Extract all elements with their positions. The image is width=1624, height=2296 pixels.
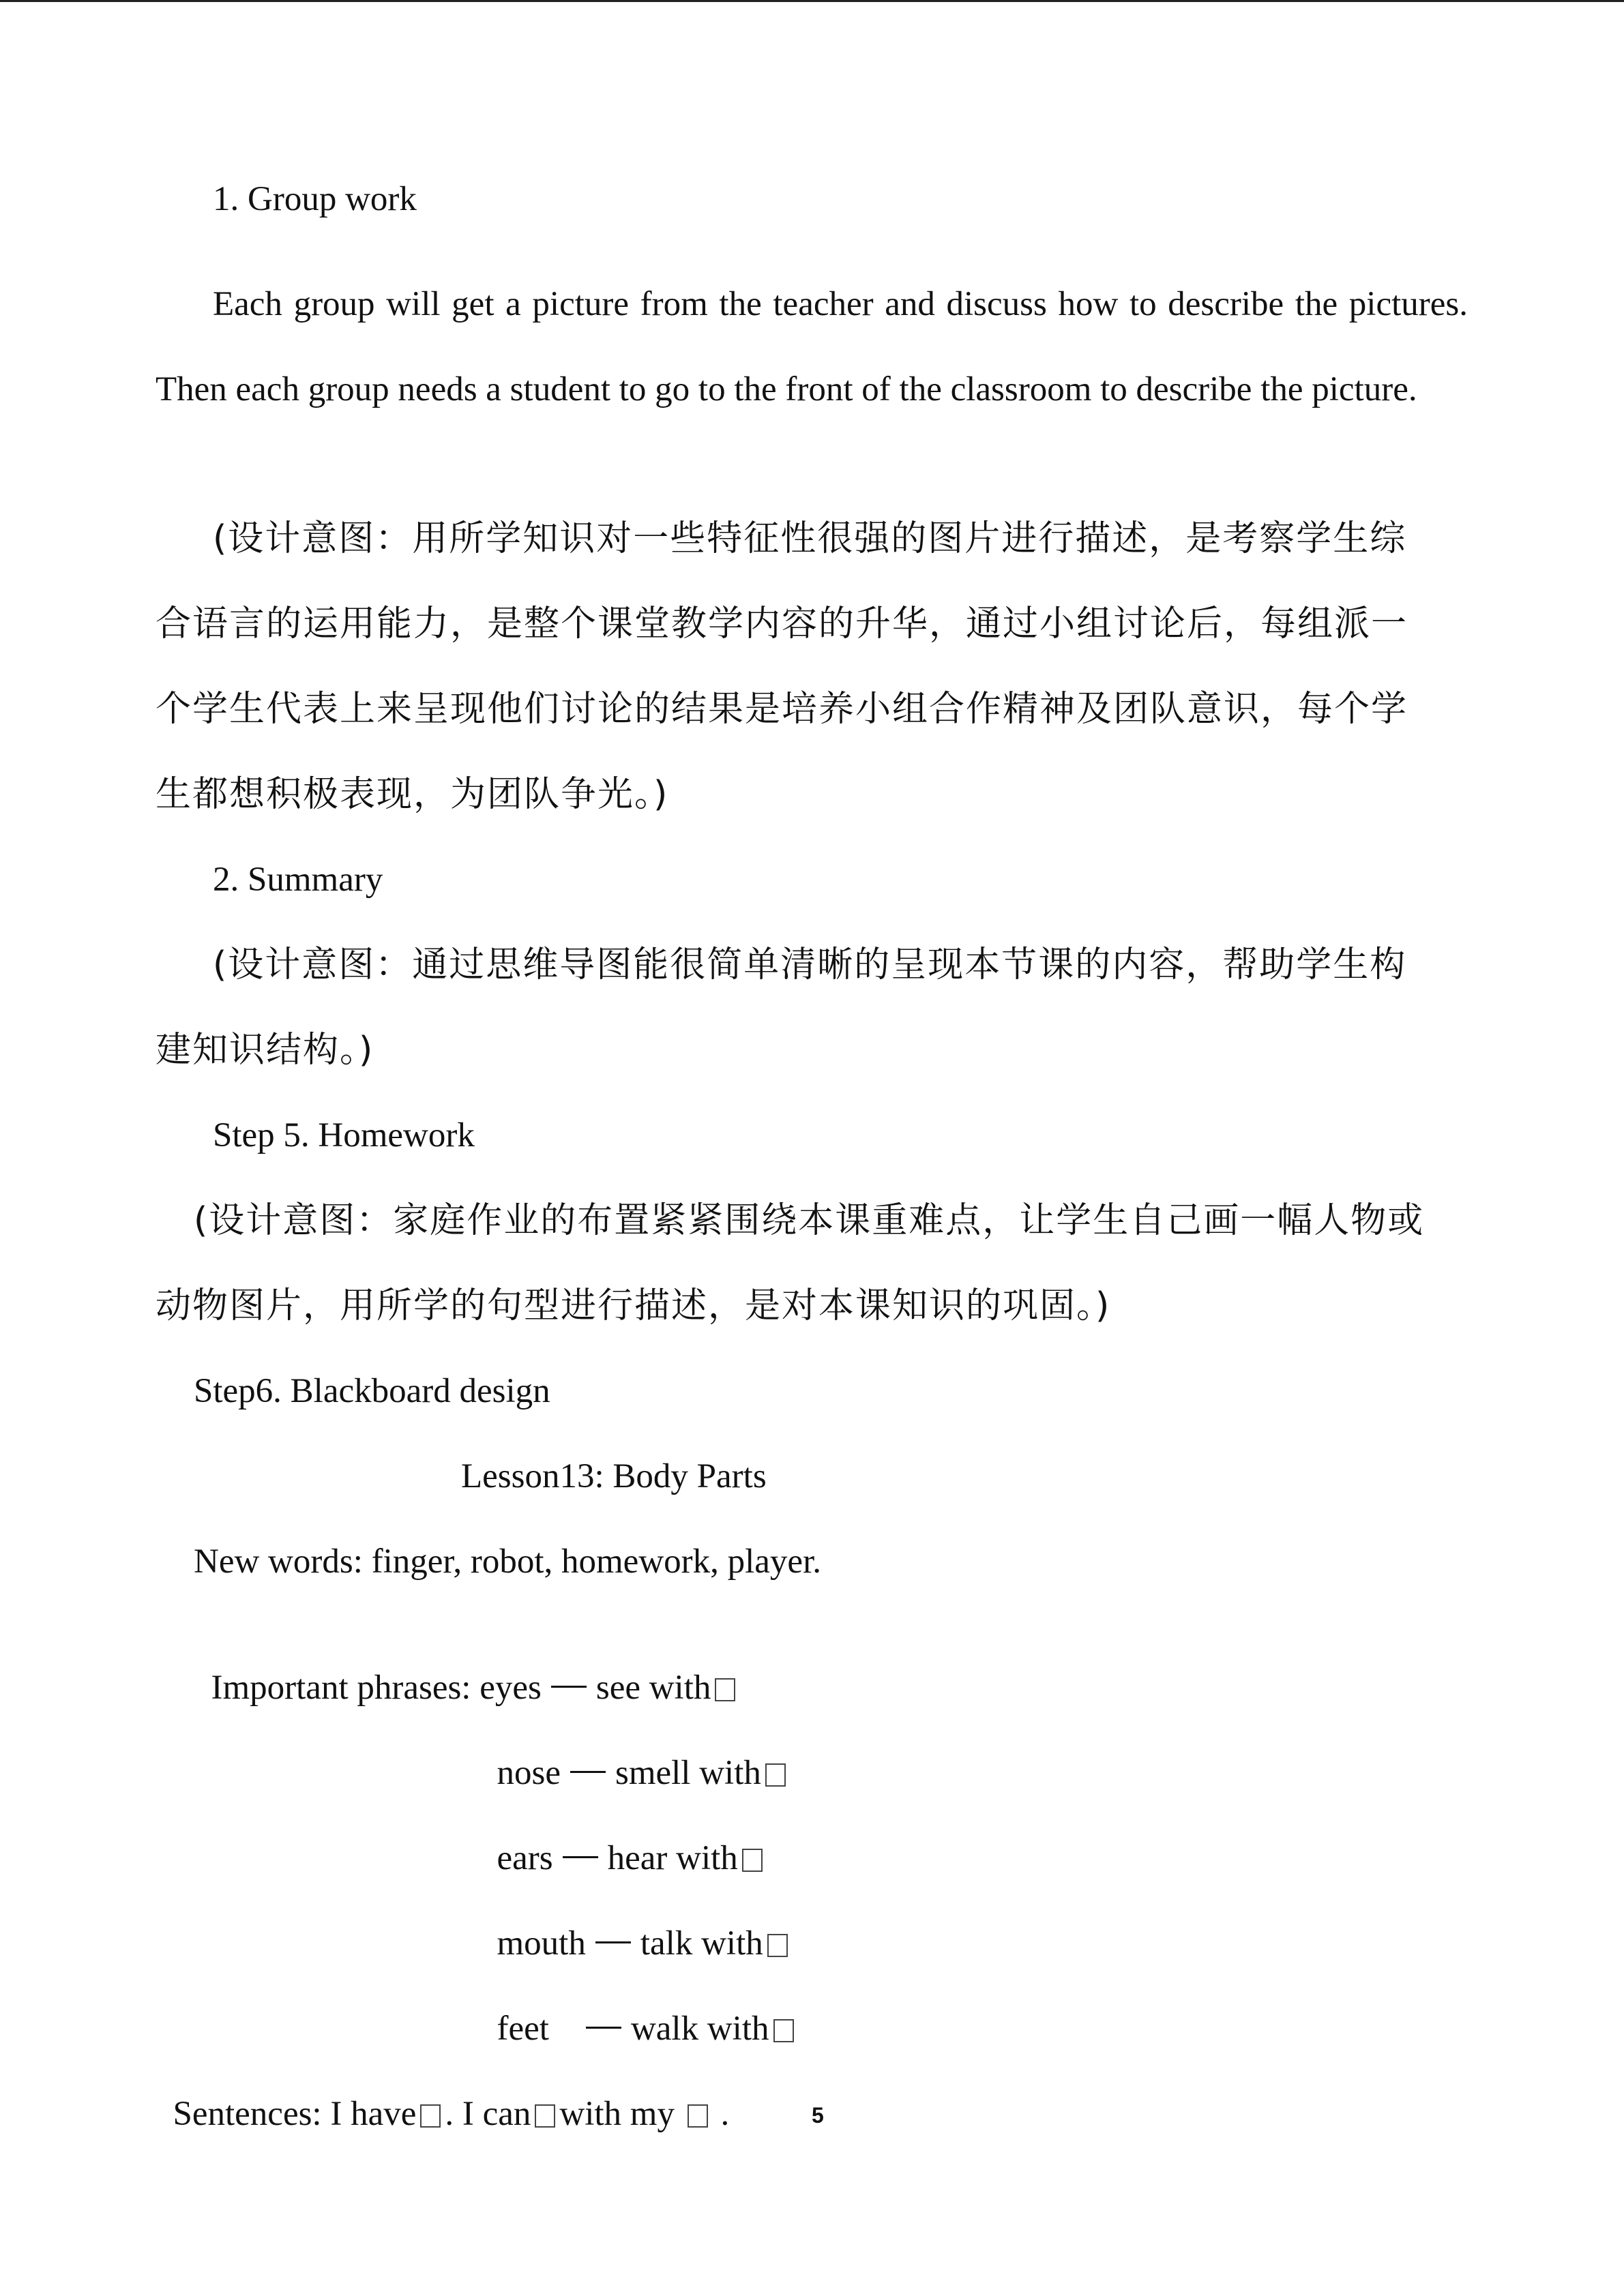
sentence-part-3: with my (559, 2095, 675, 2133)
phrase-verb: talk with (640, 1924, 763, 1963)
intent-line-2: 合语言的运用能力，是整个课堂教学内容的升华，通过小组讨论后，每组派一 (156, 603, 1408, 644)
blackboard-heading: Step6. Blackboard design (194, 1372, 550, 1410)
top-border-line (0, 0, 1624, 2)
summary-heading: 2. Summary (213, 861, 383, 899)
phrases-label: Important phrases: (211, 1669, 471, 1707)
page-number: 5 (812, 2103, 824, 2128)
phrase-noun: eyes (479, 1669, 542, 1707)
blank-box (767, 1934, 788, 1957)
phrase-line-feet (479, 1967, 798, 2049)
homework-heading: Step 5. Homework (213, 1116, 475, 1154)
intent-line-3: 个学生代表上来呈现他们讨论的结果是培养小组合作精神及团队意识，每个学 (156, 689, 1408, 730)
summary-intent-line-1: (设计意图：通过思维导图能很简单清晰的呈现本节课的内容，帮助学生构 (213, 944, 1407, 985)
homework-intent-line-1: (设计意图：家庭作业的布置紧紧围绕本课重难点，让学生自己画一幅人物或 (194, 1200, 1425, 1241)
blank-box (420, 2104, 441, 2128)
group-work-paragraph: Each group will get a picture from the teacher and discuss how to describe the pictures. Then each group needs a student to go to the front of the classroom to describe the picture. (156, 285, 1468, 408)
phrase-noun: mouth (497, 1924, 586, 1963)
sentence-part-1: Sentences: I have (173, 2095, 417, 2133)
blank-box (773, 2019, 794, 2042)
homework-intent-line-2: 动物图片，用所学的句型进行描述，是对本课知识的巩固。) (156, 1285, 1111, 1326)
phrase-noun: ears (497, 1839, 553, 1877)
blank-box (765, 1763, 786, 1787)
phrase-line-ears (479, 1797, 767, 1879)
phrase-line-nose (479, 1712, 790, 1793)
blank-box (715, 1678, 735, 1701)
sentence-part-4: . (720, 2095, 730, 2133)
em-dash (586, 2027, 621, 2029)
intent-line-4: 生都想积极表现，为团队争光。) (156, 774, 669, 815)
phrase-verb: walk with (630, 2010, 769, 2048)
blank-box (535, 2104, 555, 2128)
em-dash (551, 1686, 587, 1688)
intent-line-1: (设计意图：用所学知识对一些特征性很强的图片进行描述，是考察学生综 (213, 518, 1407, 559)
group-work-heading: 1. Group work (213, 180, 417, 218)
blank-box (742, 1849, 763, 1872)
em-dash (563, 1856, 598, 1858)
phrase-verb: see with (595, 1669, 711, 1707)
phrase-noun: feet (497, 2010, 549, 2048)
lesson-title: Lesson13: Body Parts (461, 1457, 767, 1495)
em-dash (570, 1771, 606, 1773)
phrase-noun: nose (497, 1754, 561, 1792)
summary-intent-line-2: 建知识结构。) (156, 1030, 374, 1071)
phrase-verb: hear with (607, 1839, 738, 1877)
phrase-verb: smell with (615, 1754, 761, 1792)
em-dash (595, 1941, 631, 1943)
sentences-line (156, 2053, 729, 2134)
phrase-line-mouth (479, 1882, 792, 1964)
sentence-part-2: . I can (445, 2095, 531, 2133)
new-words-line: New words: finger, robot, homework, player. (194, 1542, 821, 1581)
blank-box (688, 2104, 708, 2128)
phrase-line-eyes (194, 1626, 739, 1708)
